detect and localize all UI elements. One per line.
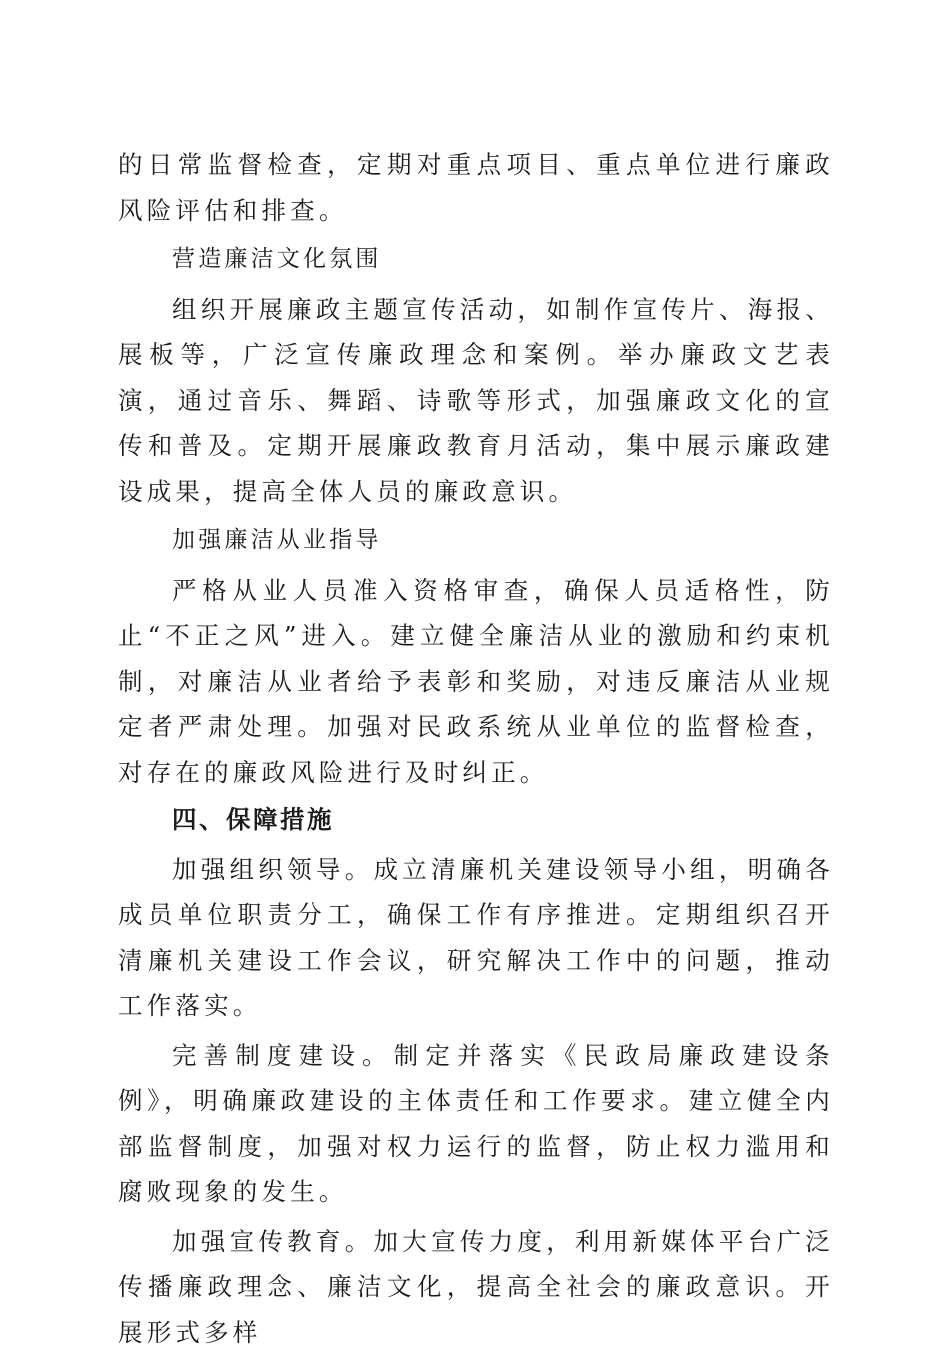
section-heading-safeguards: 四、保障措施 xyxy=(118,797,834,843)
subheading-clean-practice: 加强廉洁从业指导 xyxy=(118,518,834,564)
subheading-clean-culture: 营造廉洁文化氛围 xyxy=(118,237,834,283)
paragraph-publicity: 加强宣传教育。加大宣传力度，利用新媒体平台广泛传播廉政理念、廉洁文化，提高全社会的廉政意识。开展形式多样 xyxy=(118,1219,834,1355)
paragraph-continued: 的日常监督检查，定期对重点项目、重点单位进行廉政风险评估和排查。 xyxy=(118,142,834,233)
document-body xyxy=(118,142,834,1355)
paragraph-institutions: 完善制度建设。制定并落实《民政局廉政建设条例》，明确廉政建设的主体责任和工作要求。建立健全内部监督制度，加强对权力运行的监督，防止权力滥用和腐败现象的发生。 xyxy=(118,1033,834,1215)
paragraph-clean-culture: 组织开展廉政主题宣传活动，如制作宣传片、海报、展板等，广泛宣传廉政理念和案例。举办廉政文艺表演，通过音乐、舞蹈、诗歌等形式，加强廉政文化的宣传和普及。定期开展廉政教育月活动，集中展示廉政建设成果，提高全体人员的廉政意识。 xyxy=(118,287,834,515)
paragraph-organization: 加强组织领导。成立清廉机关建设领导小组，明确各成员单位职责分工，确保工作有序推进。定期组织召开清廉机关建设工作会议，研究解决工作中的问题，推动工作落实。 xyxy=(118,847,834,1029)
paragraph-clean-practice: 严格从业人员准入资格审查，确保人员适格性，防止“不正之风”进入。建立健全廉洁从业的激励和约束机制，对廉洁从业者给予表彰和奖励，对违反廉洁从业规定者严肃处理。加强对民政系统从业单位的监督检查，对存在的廉政风险进行及时纠正。 xyxy=(118,568,834,796)
